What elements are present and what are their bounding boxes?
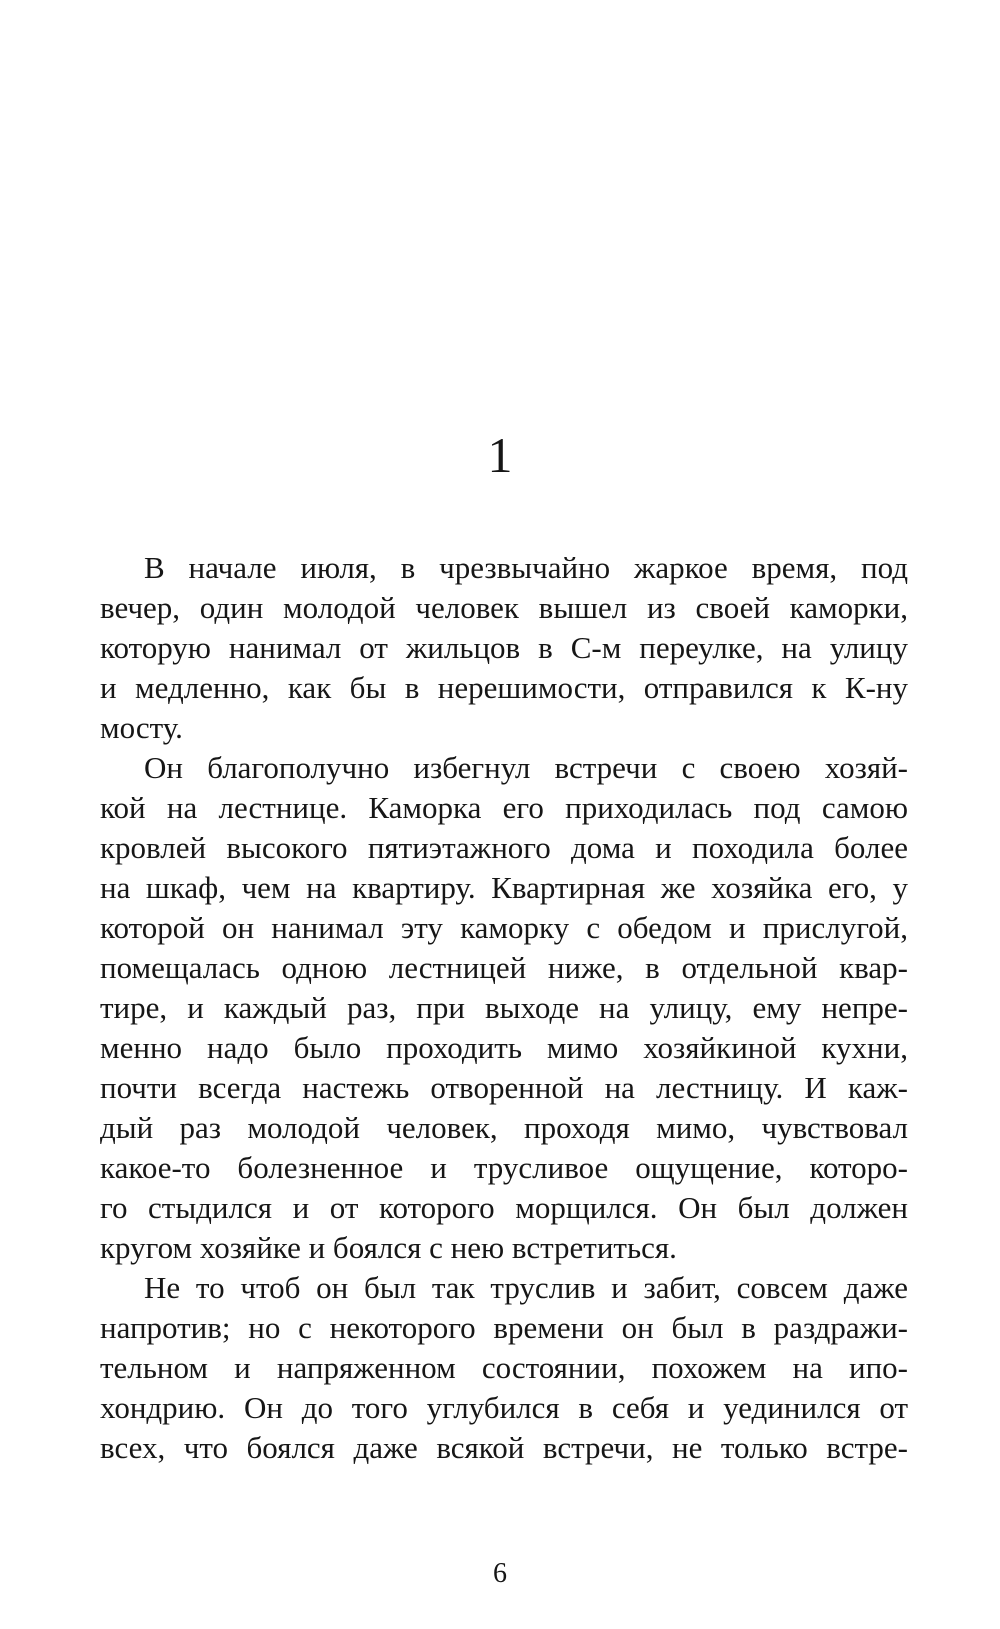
- text-line: менно надо было проходить мимо хозяйкиной кухни,: [100, 1030, 908, 1065]
- chapter-number: 1: [487, 427, 513, 483]
- text-line: го стыдился и от которого морщился. Он был должен: [100, 1190, 908, 1225]
- text-line: какое-то болезненное и трусливое ощущение, которо-: [100, 1150, 908, 1185]
- text-line: напротив; но с некоторого времени он был в раздражи-: [100, 1310, 908, 1345]
- text-line: тире, и каждый раз, при выходе на улицу, ему непре-: [100, 990, 908, 1025]
- text-line: почти всегда настежь отворенной на лестницу. И каж-: [100, 1070, 908, 1105]
- text-line: кой на лестнице. Каморка его приходилась под самою: [100, 790, 908, 825]
- text-line: тельном и напряженном состоянии, похожем на ипо-: [100, 1350, 908, 1385]
- text-line: которой он нанимал эту каморку с обедом и прислугой,: [100, 910, 908, 945]
- text-line: мосту.: [100, 710, 183, 745]
- text-line: Он благополучно избегнул встречи с своею хозяй-: [144, 750, 908, 785]
- text-line: дый раз молодой человек, проходя мимо, чувствовал: [100, 1110, 908, 1145]
- page-number: 6: [493, 1558, 507, 1589]
- text-line: вечер, один молодой человек вышел из своей каморки,: [100, 590, 908, 625]
- text-line: и медленно, как бы в нерешимости, отправился к К-ну: [100, 670, 908, 705]
- text-line: помещалась одною лестницей ниже, в отдельной квар-: [100, 950, 908, 985]
- text-line: кругом хозяйке и боялся с нею встретиться.: [100, 1230, 677, 1265]
- text-line: кровлей высокого пятиэтажного дома и походила более: [100, 830, 908, 865]
- text-line: Не то чтоб он был так труслив и забит, совсем даже: [144, 1270, 908, 1305]
- text-line: которую нанимал от жильцов в С-м переулке, на улицу: [100, 630, 908, 665]
- text-line: на шкаф, чем на квартиру. Квартирная же хозяйка его, у: [100, 870, 908, 905]
- text-line: хондрию. Он до того углубился в себя и уединился от: [100, 1390, 908, 1425]
- chapter-text: [100, 548, 908, 1468]
- text-line: всех, что боялся даже всякой встречи, не только встре-: [100, 1430, 908, 1465]
- text-line: В начале июля, в чрезвычайно жаркое время, под: [144, 550, 908, 585]
